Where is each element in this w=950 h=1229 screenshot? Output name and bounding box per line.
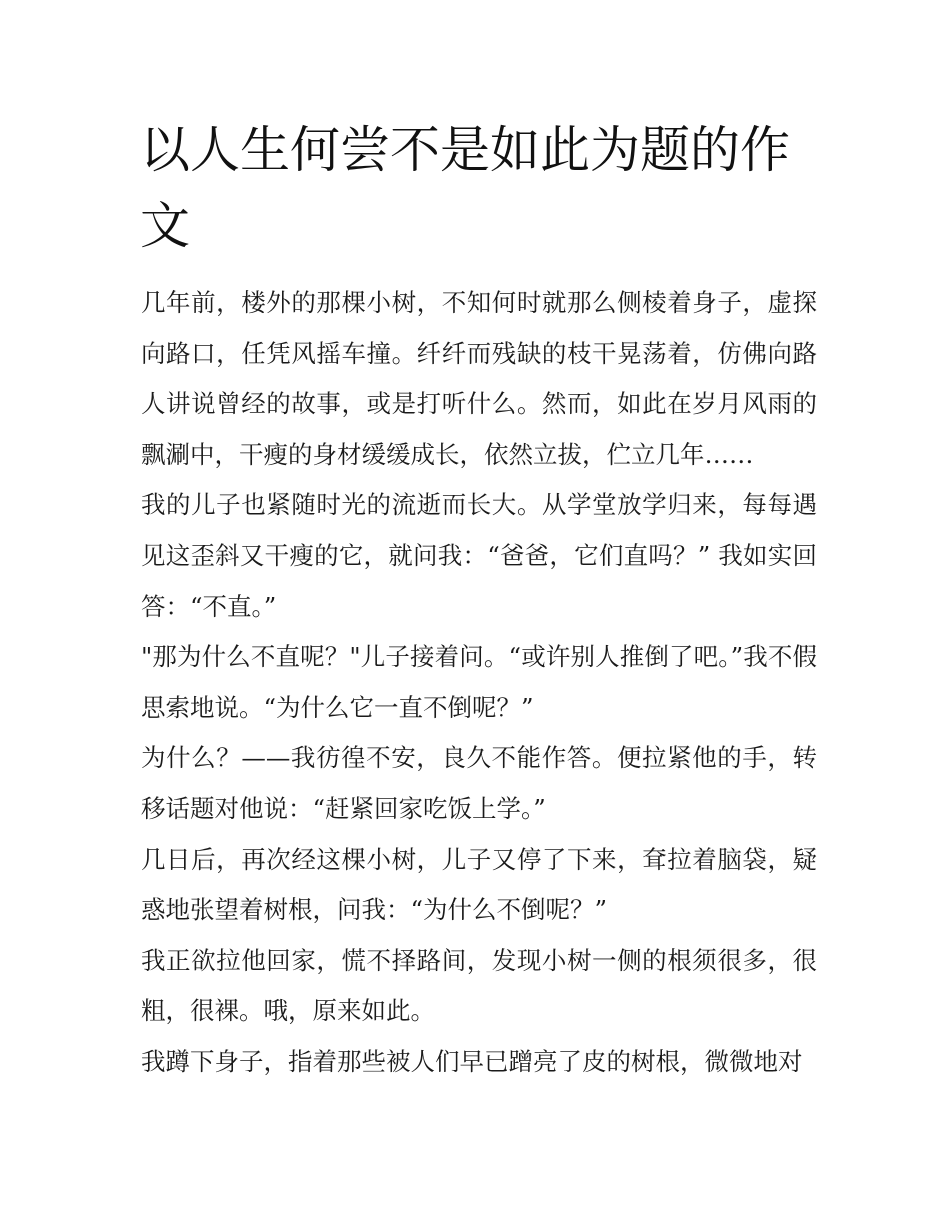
paragraph: 我的儿子也紧随时光的流逝而长大。从学堂放学归来，每每遇见这歪斜又干瘦的它，就问我：“爸爸，它们直吗？” 我如实回答：“不直。”	[141, 490, 817, 621]
paragraph: 几日后，再次经这棵小树，儿子又停了下来，耷拉着脑袋，疑惑地张望着树根，问我：“为什么不倒呢？”	[141, 844, 817, 925]
paragraph: 为什么？——我彷徨不安，良久不能作答。便拉紧他的手，转移话题对他说：“赶紧回家吃饭上学。”	[141, 743, 817, 823]
paragraph: 我正欲拉他回家，慌不择路间，发现小树一侧的根须很多，很粗，很裸。哦，原来如此。	[141, 945, 817, 1026]
document-body	[141, 278, 817, 1088]
paragraph: 我蹲下身子，指着那些被人们早已蹭亮了皮的树根，微微地对	[141, 1046, 803, 1076]
document-title: 以人生何尝不是如此为题的作文	[140, 121, 790, 255]
paragraph: 几年前，楼外的那棵小树，不知何时就那么侧棱着身子，虚探向路口，任凭风摇车撞。纤纤而残缺的枝干晃荡着，仿佛向路人讲说曾经的故事，或是打听什么。然而，如此在岁月风雨的飘涮中，干瘦的身材缓缓成长，依然立拔，伫立几年……	[141, 288, 817, 469]
paragraph: "那为什么不直呢？"儿子接着问。“或许别人推倒了吧。”我不假思索地说。“为什么它一直不倒呢？”	[141, 642, 817, 722]
